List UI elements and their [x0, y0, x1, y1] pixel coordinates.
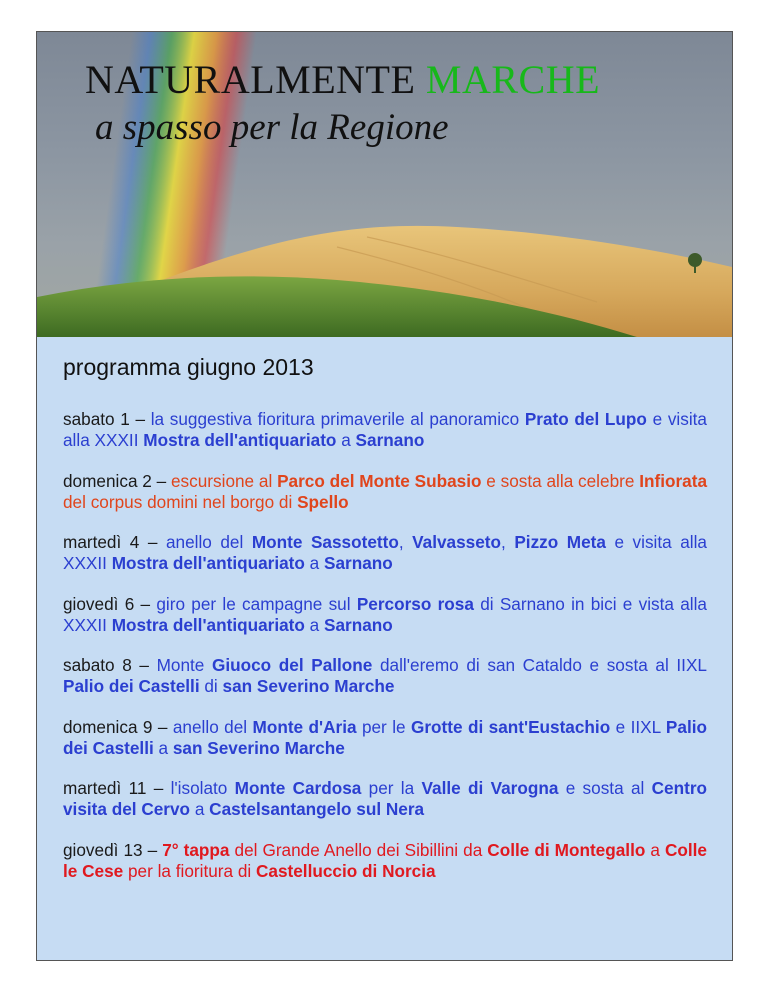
hero-image: [37, 32, 732, 337]
program-entry-3: martedì 4 – anello del Monte Sassotetto, Valvasseto, Pizzo Meta e visita alla XXXII Mostra dell'antiquariato a Sarnano: [63, 532, 707, 573]
program-entry-7: martedì 11 – l'isolato Monte Cardosa per la Valle di Varogna e sosta al Centro visita del Cervo a Castelsantangelo sul Nera: [63, 778, 708, 819]
flyer-page: [36, 31, 733, 961]
program-entry-6: domenica 9 – anello del Monte d'Aria per le Grotte di sant'Eustachio e IIXL Palio dei Castelli a san Severino Marche: [63, 716, 707, 758]
program-title: programma giugno 2013: [63, 354, 314, 380]
hero-subtitle: a spasso per la Regione: [95, 107, 449, 148]
program-entry-8: giovedì 13 – 7° tappa del Grande Anello dei Sibillini da Colle di Montegallo a Colle le Cese per la fioritura di Castelluccio di Norcia: [63, 839, 707, 881]
program-entry-1: sabato 1 – la suggestiva fioritura primaverile al panoramico Prato del Lupo e visita alla XXXII Mostra dell'antiquariato a Sarnano: [63, 409, 707, 450]
program-entry-2: domenica 2 – escursione al Parco del Monte Subasio e sosta alla celebre Infiorata del corpus domini nel borgo di Spello: [63, 470, 708, 512]
program-entry-4: giovedì 6 – giro per le campagne sul Percorso rosa di Sarnano in bici e vista alla XXXII Mostra dell'antiquariato a Sarnano: [63, 593, 707, 635]
program-entry-5: sabato 8 – Monte Giuoco del Pallone dall'eremo di san Cataldo e sosta al IIXL Palio dei Castelli di san Severino Marche: [63, 655, 707, 696]
hero-title-accent: MARCHE: [425, 57, 601, 102]
program-content: [63, 354, 707, 901]
hero-title: NATURALMENTE MARCHE: [85, 57, 601, 102]
